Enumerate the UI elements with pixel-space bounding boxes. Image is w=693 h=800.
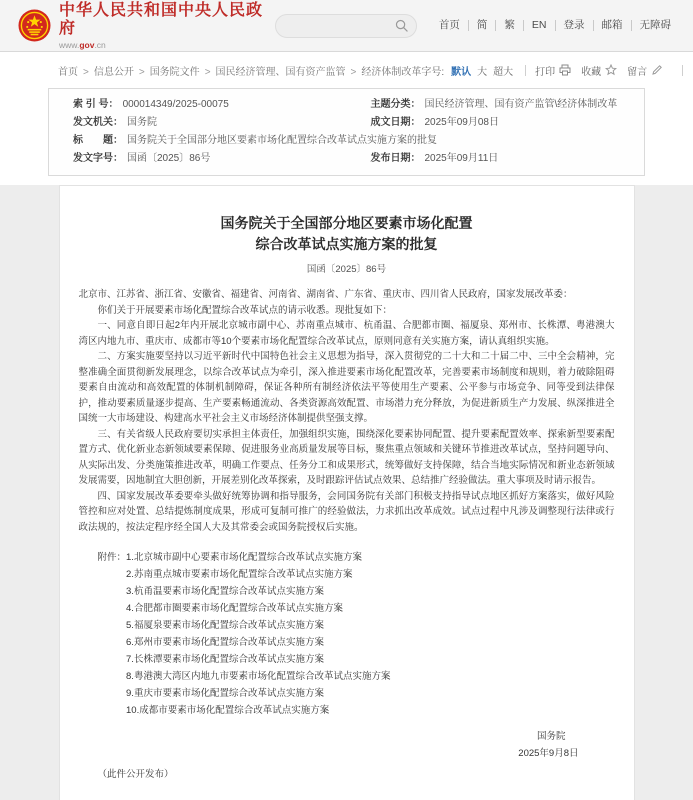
font-size-large[interactable]: 大 [477, 66, 488, 78]
search-box[interactable] [275, 14, 417, 38]
paragraph: 四、国家发展改革委要牵头做好统筹协调和指导服务，会同国务院有关部门积极支持指导试点地区抓好方案落实，做好风险管控和应对处置、总结提炼制度成果，形成可复制可推广的经验做法，力求抓出改革成效。试点过程中凡涉及调整现行法律或行政法规的，按法定程序经全国人大及其常委会或国务院授权后实施。 [78, 490, 615, 533]
breadcrumb-link[interactable]: 首页 [58, 66, 78, 78]
document-section [0, 185, 693, 800]
meta-topic-label: 主题分类： [370, 99, 421, 110]
breadcrumb-bar [0, 52, 693, 88]
meta-index-value: 000014349/2025-00075 [122, 99, 229, 110]
breadcrumb-item [94, 67, 150, 78]
meta-created-date [347, 114, 645, 132]
meta-title [49, 132, 644, 150]
document-body [79, 287, 615, 783]
paragraph-list [79, 303, 615, 536]
favorite-label: 收藏 [581, 66, 602, 78]
comment-button[interactable] [627, 63, 663, 78]
tools-divider [525, 65, 526, 76]
site-header [0, 0, 693, 52]
top-nav-item[interactable]: 首页 [431, 20, 469, 31]
attachment-item: 5.福厦泉要素市场化配置综合改革试点实施方案 [126, 620, 324, 631]
star-icon [605, 64, 617, 76]
top-nav-item[interactable]: 简 [469, 20, 497, 31]
breadcrumb-separator: > [83, 66, 89, 78]
breadcrumb [58, 63, 421, 78]
breadcrumb-item [58, 67, 94, 78]
printer-icon [559, 64, 571, 76]
top-nav-item[interactable]: 登录 [556, 20, 594, 31]
favorite-button[interactable] [581, 63, 617, 78]
meta-pdate-value: 2025年09月11日 [424, 153, 499, 164]
top-nav [431, 20, 679, 31]
paragraph: 你们关于开展要素市场化配置综合改革试点的请示收悉。现批复如下： [97, 304, 393, 316]
attachments-label: 附件： [97, 552, 127, 563]
signer: 国务院 [536, 731, 566, 742]
national-emblem-icon [18, 9, 51, 42]
salutation: 北京市、江苏省、浙江省、安徽省、福建省、河南省、湖南省、广东省、重庆市、四川省人民政府，国家发展改革委： [78, 289, 573, 300]
breadcrumb-item [150, 67, 216, 78]
site-url-highlight: gov [79, 39, 95, 50]
breadcrumb-item [361, 67, 421, 78]
attachments-block [98, 549, 615, 719]
attachment-item: 8.粤港澳大湾区内地九市要素市场化配置综合改革试点实施方案 [126, 671, 391, 682]
attachment-item: 4.合肥都市圈要素市场化配置综合改革试点实施方案 [126, 603, 343, 614]
attachment-item: 10.成都市要素市场化配置综合改革试点实施方案 [126, 705, 330, 716]
search-icon[interactable] [395, 19, 408, 32]
breadcrumb-link[interactable]: 国民经济管理、国有资产监管 [215, 66, 346, 78]
print-button[interactable] [535, 63, 571, 78]
document-title-line2: 综合改革试点实施方案的批复 [255, 236, 438, 252]
meta-title-value: 国务院关于全国部分地区要素市场化配置综合改革试点实施方案的批复 [127, 135, 437, 146]
document-title [79, 213, 615, 255]
paragraph: 一、同意自即日起2年内开展北京城市副中心、苏南重点城市、杭甬温、合肥都市圈、福厦泉、郑州市、长株潭、粤港澳大湾区内地九市、重庆市、成都市等10个要素市场化配置综合改革试点，原则同意有关实施方案，请认真组织实施。 [78, 320, 615, 347]
meta-issuing-org [49, 114, 347, 132]
meta-topic [347, 96, 645, 114]
site-url-prefix: www. [59, 39, 80, 50]
tools-divider [682, 65, 683, 76]
breadcrumb-link[interactable]: 经济体制改革 [361, 66, 422, 78]
logo-text [59, 2, 275, 50]
meta-refno-value: 国函〔2025〕86号 [127, 153, 211, 164]
attachment-item: 1.北京城市副中心要素市场化配置综合改革试点实施方案 [126, 552, 362, 563]
top-nav-item[interactable]: EN [524, 20, 556, 31]
meta-topic-value: 国民经济管理、国有资产监管\经济体制改革 [424, 99, 618, 110]
meta-org-value: 国务院 [127, 117, 157, 128]
pencil-icon [651, 64, 663, 76]
meta-title-label: 标 题： [73, 135, 123, 146]
comment-label: 留言 [627, 66, 648, 78]
site-url-suffix: .cn [94, 39, 106, 50]
attachment-item: 3.杭甬温要素市场化配置综合改革试点实施方案 [126, 586, 324, 597]
search-input[interactable] [286, 20, 395, 31]
site-logo[interactable] [18, 2, 275, 50]
meta-index-label: 索 引 号： [73, 99, 119, 110]
meta-refno-label: 发文字号： [73, 153, 123, 164]
attachment-item: 9.重庆市要素市场化配置综合改革试点实施方案 [126, 688, 324, 699]
breadcrumb-separator: > [204, 66, 211, 78]
attachment-item: 7.长株潭要素市场化配置综合改革试点实施方案 [126, 654, 324, 665]
page-tools [421, 63, 692, 78]
meta-ref-number [49, 150, 347, 168]
top-nav-item[interactable]: 邮箱 [594, 20, 632, 31]
meta-pdate-label: 发布日期： [370, 153, 421, 164]
meta-cdate-value: 2025年09月08日 [424, 117, 499, 128]
paragraph: 三、有关省级人民政府要切实承担主体责任，加强组织实施，围绕深化要素协同配置、提升要素配置效率、探索新型要素配置方式、优化新业态新领域要素保障、促进服务业高质量发展等目标，聚焦重点领域和关键环节推进改革试点，坚持问题导向、从实际出发、分类施策推进改革，明确工作要点、任务分工和成果形式，统筹做好支持保障，结合当地实际情况和新业态新领域发展需要，因地制宜大胆创新，开展差别化改革探索，及时跟踪评估试点效果、总结推广经验做法。重大事项及时请示报告。 [78, 428, 615, 486]
top-nav-item[interactable]: 无障碍 [639, 19, 671, 31]
font-size-label: 字号: [421, 66, 445, 78]
document-meta-table [48, 88, 645, 176]
document-number: 国函〔2025〕86号 [306, 264, 387, 275]
breadcrumb-link[interactable]: 信息公开 [93, 66, 134, 78]
attachment-item: 2.苏南重点城市要素市场化配置综合改革试点实施方案 [126, 569, 353, 580]
document-card [59, 185, 635, 800]
public-release-note: （此件公开发布） [97, 769, 174, 780]
top-nav-item[interactable]: 繁 [496, 20, 524, 31]
breadcrumb-link[interactable]: 国务院文件 [149, 66, 200, 78]
signature-block [79, 728, 615, 762]
print-label: 打印 [535, 66, 556, 78]
meta-publish-date [347, 150, 645, 168]
font-size-default[interactable]: 默认 [451, 66, 472, 78]
breadcrumb-separator: > [138, 66, 145, 78]
meta-cdate-label: 成文日期： [370, 117, 421, 128]
breadcrumb-item [216, 67, 362, 78]
breadcrumb-separator: > [350, 66, 357, 78]
meta-index [49, 96, 347, 114]
attachments-list [126, 549, 390, 719]
paragraph: 二、方案实施要坚持以习近平新时代中国特色社会主义思想为指导，深入贯彻党的二十大和二十届二中、三中全会精神，完整准确全面贯彻新发展理念，以综合改革试点为牵引，深入推进要素市场化配置改革，完善要素市场制度和规则，着力破除阻碍要素自由流动和高效配置的体制机制障碍，保证各种所有制经济依法平等使用生产要素、公平参与市场竞争、同等受到法律保护，推动要素质量逐步提高、生产要素畅通流动、各类资源高效配置、市场潜力充分释放，为促进新质生产力发展、纵深推进全国统一大市场建设、构建高水平社会主义市场经济体制提供坚强支撑。 [78, 351, 615, 424]
document-meta-section [0, 88, 693, 185]
site-url [59, 40, 275, 50]
document-title-line1: 国务院关于全国部分地区要素市场化配置 [220, 215, 473, 231]
attachment-item: 6.郑州市要素市场化配置综合改革试点实施方案 [126, 637, 324, 648]
sign-date: 2025年9月8日 [518, 748, 579, 759]
font-size-xlarge[interactable]: 超大 [493, 66, 514, 78]
site-title: 中华人民共和国中央人民政府 [59, 1, 264, 37]
meta-org-label: 发文机关： [73, 117, 123, 128]
